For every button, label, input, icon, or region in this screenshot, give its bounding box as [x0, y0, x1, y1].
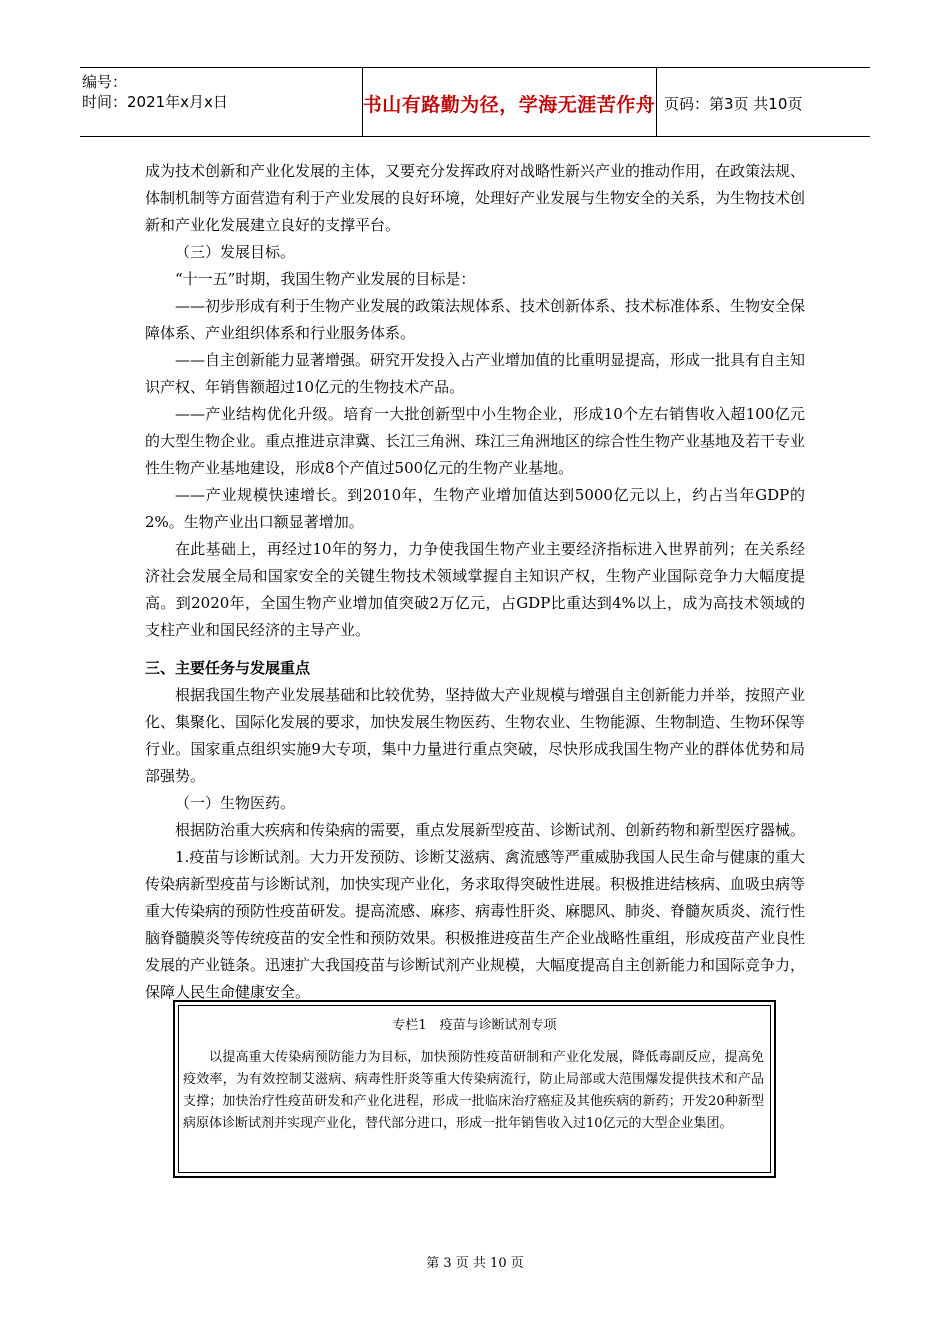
subheading: （三）发展目标。	[175, 243, 296, 261]
paragraph: 根据防治重大疾病和传染病的需要，重点发展新型疫苗、诊断试剂、创新药物和新型医疗器械。	[175, 821, 806, 839]
header-page-number: 页码：第3页 共10页	[664, 95, 803, 113]
goal-item: ——产业结构优化升级。培育一大批创新型中小生物企业，形成10个左右销售收入超100亿元的大型生物企业。重点推进京津冀、长江三角洲、珠江三角洲地区的综合性生物产业基地及若干专业性生物产业基地建设，形成8个产值过500亿元的生物产业基地。	[145, 405, 806, 477]
header-meta	[82, 72, 228, 112]
page-footer: 第 3 页 共 10 页	[426, 1256, 524, 1271]
goal-item: ——自主创新能力显著增强。研究开发投入占产业增加值的比重明显提高，形成一批具有自主知识产权、年销售额超过10亿元的生物技术产品。	[145, 351, 806, 396]
column-box-text: 以提高重大传染病预防能力为目标，加快预防性疫苗研制和产业化发展，降低毒副反应，提高免疫效率，为有效控制艾滋病、病毒性肝炎等重大传染病流行，防止局部或大范围爆发提供技术和产品支撑；加快治疗性疫苗研发和产业化进程，形成一批临床治疗癌症及其他疾病的新药；开发20种新型病原体诊断试剂并实现产业化，替代部分进口，形成一批年销售收入过10亿元的大型企业集团。	[183, 1050, 764, 1131]
subheading: （一）生物医药。	[175, 794, 296, 812]
column-box	[173, 1000, 776, 1178]
column-box-inner	[178, 1005, 771, 1173]
paragraph: 在此基础上，再经过10年的努力，力争使我国生物产业主要经济指标进入世界前列；在关系经济社会发展全局和国家安全的关键生物技术领域掌握自主知识产权，生物产业国际竞争力大幅度提高。到2020年，全国生物产业增加值突破2万亿元，占GDP比重达到4%以上，成为高技术领域的支柱产业和国民经济的主导产业。	[145, 540, 805, 639]
header-motto: 书山有路勤为径，学海无涯苦作舟	[362, 94, 656, 116]
document-date: 时间：2021年x月x日	[82, 93, 228, 111]
document-body	[145, 158, 805, 1006]
page-header	[80, 67, 870, 137]
goal-item: ——产业规模快速增长。到2010年，生物产业增加值达到5000亿元以上，约占当年GDP的2%。生物产业出口额显著增加。	[145, 486, 805, 531]
document-code: 编号：	[82, 73, 128, 91]
section-heading: 三、主要任务与发展重点	[145, 659, 311, 677]
paragraph: 根据我国生物产业发展基础和比较优势，坚持做大产业规模与增强自主创新能力并举，按照产业化、集聚化、国际化发展的要求，加快发展生物医药、生物农业、生物能源、生物制造、生物环保等行业。国家重点组织实施9大专项，集中力量进行重点突破，尽快形成我国生物产业的群体优势和局部强势。	[145, 686, 806, 785]
header-divider	[656, 68, 657, 136]
paragraph: “十一五”时期，我国生物产业发展的目标是：	[175, 270, 476, 288]
goal-item: ——初步形成有利于生物产业发展的政策法规体系、技术创新体系、技术标准体系、生物安全保障体系、产业组织体系和行业服务体系。	[145, 297, 806, 342]
paragraph: 成为技术创新和产业化发展的主体，又要充分发挥政府对战略性新兴产业的推动作用，在政策法规、体制机制等方面营造有利于产业发展的良好环境，处理好产业发展与生物安全的关系，为生物技术创新和产业化发展建立良好的支撑平台。	[145, 162, 806, 234]
paragraph: 1.疫苗与诊断试剂。大力开发预防、诊断艾滋病、禽流感等严重威胁我国人民生命与健康的重大传染病新型疫苗与诊断试剂，加快实现产业化，务求取得突破性进展。积极推进结核病、血吸虫病等重大传染病的预防性疫苗研发。提高流感、麻疹、病毒性肝炎、麻腮风、肺炎、脊髓灰质炎、流行性脑脊髓膜炎等传统疫苗的安全性和预防效果。积极推进疫苗生产企业战略性重组，形成疫苗产业良性发展的产业链条。迅速扩大我国疫苗与诊断试剂产业规模，大幅度提高自主创新能力和国际竞争力，保障人民生命健康安全。	[145, 848, 806, 1001]
column-box-title: 专栏1 疫苗与诊断试剂专项	[392, 1018, 557, 1033]
